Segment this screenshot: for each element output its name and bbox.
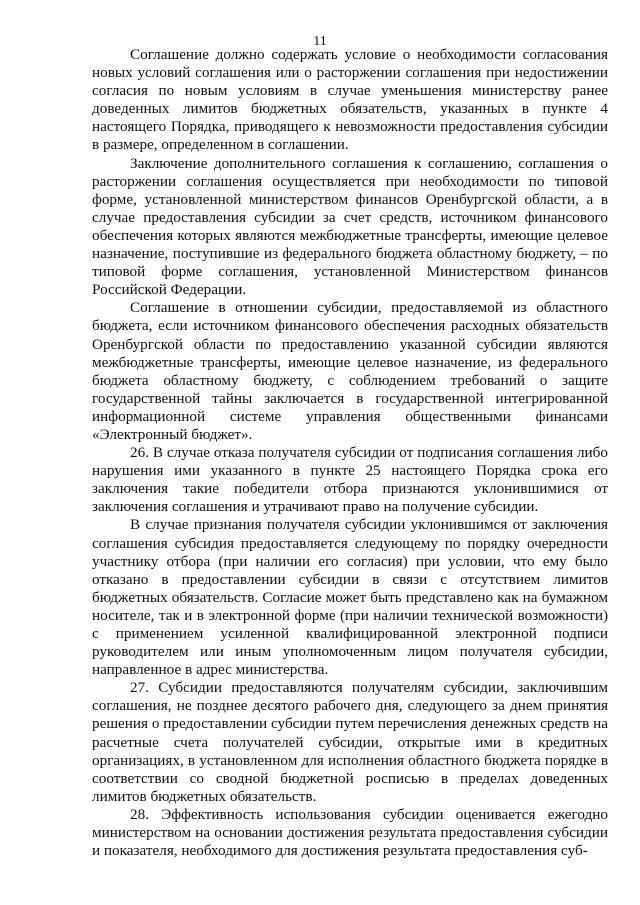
document-body (92, 46, 608, 860)
paragraph-agreement-conditions: Соглашение должно содержать условие о необходимости согласования новых условий соглашения или о расторжении соглашения при недостижении согласия по новым условиям в случае уменьшения министерству ранее доведенных лимитов бюджетных обязательств, указанных в пункте 4 настоящего Порядка, приводящего к невозможности предоставления субсидии в размере, определенном в соглашении. (92, 46, 608, 154)
paragraph-additional-agreement: Заключение дополнительного соглашения к соглашению, соглашения о расторжении соглашения осуществляется при необходимости по типовой форме, установленной министерством финансов Оренбургской области, а в случае предоставления субсидии за счет средств, источником финансового обеспечения которых являются межбюджетные трансферты, имеющие целевое назначение, поступившие из федерального бюджета областному бюджету, – по типовой форме соглашения, установленной Министерством финансов Российской Федерации. (92, 154, 608, 299)
paragraph-electronic-budget: Соглашение в отношении субсидии, предоставляемой из областного бюджета, если источником финансового обеспечения расходных обязательств Оренбургской области по предоставлению указанной субсидии являются межбюджетные трансферты, имеющие целевое назначение, из федерального бюджета областному бюджету, с соблюдением требований о защите государственной тайны заключается в государственной интегрированной информационной системе управления общественными финансами «Электронный бюджет». (92, 299, 608, 443)
paragraph-clause-28: 28. Эффективность использования субсидии оценивается ежегодно министерством на основании достижения результата предоставления субсидии и показателя, необходимого для достижения результата предоставления суб- (92, 805, 608, 860)
paragraph-evasion-recognition: В случае признания получателя субсидии уклонившимся от заключения соглашения субсидия предоставляется следующему по порядку очередности участнику отбора (при наличии его согласия) при условии, что ему было отказано в предоставлении субсидии в связи с отсутствием лимитов бюджетных обязательств. Согласие может быть представлено как на бумажном носителе, так и в электронной форме (при наличии технической возможности) с применением усиленной квалифицированной электронной подписи руководителем или иным уполномоченным лицом получателя субсидии, направленное в адрес министерства. (92, 516, 608, 679)
page-number: 11 (313, 34, 327, 49)
paragraph-clause-27: 27. Субсидии предоставляются получателям субсидии, заключившим соглашения, не позднее десятого рабочего дня, следующего за днем принятия решения о предоставлении субсидии путем перечисления денежных средств на расчетные счета получателей субсидии, открытые ими в кредитных организациях, в установленном для исполнения областного бюджета порядке в соответствии со сводной бюджетной росписью в пределах доведенных лимитов бюджетных обязательств. (92, 679, 608, 805)
paragraph-clause-26: 26. В случае отказа получателя субсидии от подписания соглашения либо нарушения ими указанного в пункте 25 настоящего Порядка срока его заключения такие победители отбора признаются уклонившимися от заключения соглашения и утрачивают право на получение субсидии. (92, 444, 608, 516)
